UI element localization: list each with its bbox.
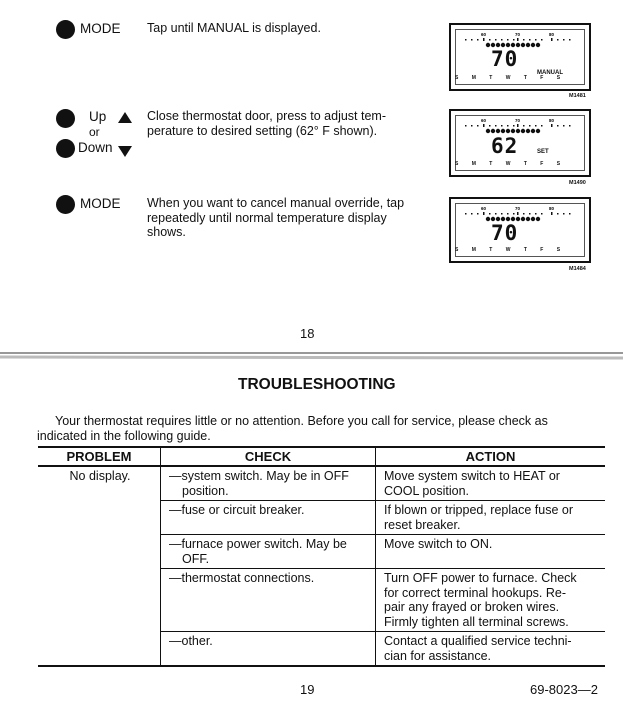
table-row [38, 466, 605, 501]
action-line: reset breaker. [384, 517, 461, 532]
page-number-19: 19 [300, 682, 315, 697]
action-line: If blown or tripped, replace fuse or [384, 503, 573, 517]
check-cell [161, 632, 376, 667]
svg-text:60: 60 [481, 206, 487, 211]
mode-indicator: MANUAL [537, 70, 563, 76]
step-3-instruction [147, 196, 404, 240]
svg-text:60: 60 [481, 32, 487, 37]
svg-text:70: 70 [515, 32, 521, 37]
check-line: —system switch. May be in OFF [169, 469, 349, 483]
action-line: Move switch to ON. [384, 537, 493, 551]
check-cell [161, 535, 376, 569]
temperature-scale [463, 118, 575, 128]
check-line: —fuse or circuit breaker. [169, 503, 305, 517]
thermostat-display-manual [449, 23, 591, 91]
up-button-icon [56, 109, 75, 128]
page-divider [0, 352, 623, 362]
mode-indicator: SET [537, 149, 549, 155]
temperature-readout: 70 [491, 47, 519, 71]
mode-button-icon [56, 195, 75, 214]
figure-code: M1481 [569, 93, 586, 99]
day-indicators: S M T W T F S [455, 161, 567, 167]
action-cell [376, 569, 606, 632]
temperature-readout: 62 [491, 134, 519, 158]
svg-text:80: 80 [549, 118, 555, 123]
problem-cell [38, 466, 161, 666]
mode-button-label: MODE [80, 21, 121, 36]
action-cell [376, 632, 606, 667]
step-2-line-2: perature to desired setting (62° F shown). [147, 123, 378, 138]
step-2-instruction [147, 109, 386, 138]
page-number-18: 18 [300, 326, 315, 341]
action-line: cian for assistance. [384, 648, 491, 663]
check-cell [161, 569, 376, 632]
action-line: Move system switch to HEAT or [384, 469, 560, 483]
step-3-line-3: shows. [147, 225, 186, 239]
check-cell [161, 501, 376, 535]
troubleshooting-title: TROUBLESHOOTING [238, 376, 396, 393]
action-line: for correct terminal hookups. Re- [384, 585, 567, 600]
action-cell [376, 466, 606, 501]
header-check: CHECK [161, 447, 376, 466]
header-action: ACTION [376, 447, 606, 466]
action-cell [376, 501, 606, 535]
action-line: Contact a qualified service techni- [384, 634, 572, 648]
step-3-line-1: When you want to cancel manual override, tap [147, 196, 405, 210]
svg-text:70: 70 [515, 206, 521, 211]
action-line: COOL position. [384, 483, 469, 498]
check-line: position. [182, 483, 229, 498]
svg-text:80: 80 [549, 206, 555, 211]
check-line: —thermostat connections. [169, 571, 315, 585]
action-line: pair any frayed or broken wires. [384, 600, 560, 614]
check-cell [161, 466, 376, 501]
temperature-scale [463, 32, 575, 42]
check-line: —furnace power switch. May be [169, 537, 347, 551]
temperature-readout: 70 [491, 221, 519, 245]
intro-line-2: indicated in the following guide. [37, 429, 211, 443]
svg-text:80: 80 [549, 32, 555, 37]
figure-code: M1484 [569, 266, 586, 272]
intro-line-1: Your thermostat requires little or no attention. Before you call for service, please check as [55, 414, 548, 428]
check-line: OFF. [182, 551, 210, 566]
svg-text:70: 70 [515, 118, 521, 123]
mode-button-label: MODE [80, 196, 121, 211]
down-arrow-icon [118, 146, 132, 157]
down-button-label: Down [78, 140, 113, 155]
action-cell [376, 535, 606, 569]
day-indicators: S M T W T F S [455, 75, 567, 81]
step-3-line-2: repeatedly until normal temperature display [147, 210, 387, 225]
temperature-scale [463, 206, 575, 216]
action-line: Firmly tighten all terminal screws. [384, 614, 569, 629]
document-code: 69-8023—2 [530, 682, 598, 697]
check-line: —other. [169, 634, 213, 648]
action-line: Turn OFF power to furnace. Check [384, 571, 577, 585]
thermostat-display-normal [449, 197, 591, 263]
step-2-line-1: Close thermostat door, press to adjust tem- [147, 109, 386, 123]
mode-button-icon [56, 20, 75, 39]
step-1-instruction: Tap until MANUAL is displayed. [147, 21, 321, 35]
down-button-icon [56, 139, 75, 158]
up-button-label: Up [89, 109, 107, 124]
or-label: or [89, 125, 100, 139]
header-problem: PROBLEM [38, 447, 161, 466]
troubleshooting-table [38, 446, 605, 667]
thermostat-display-set [449, 109, 591, 177]
problem-text: No display. [69, 469, 131, 483]
day-indicators: S M T W T F S [455, 247, 567, 253]
up-arrow-icon [118, 112, 132, 123]
figure-code: M1490 [569, 180, 586, 186]
svg-text:60: 60 [481, 118, 487, 123]
